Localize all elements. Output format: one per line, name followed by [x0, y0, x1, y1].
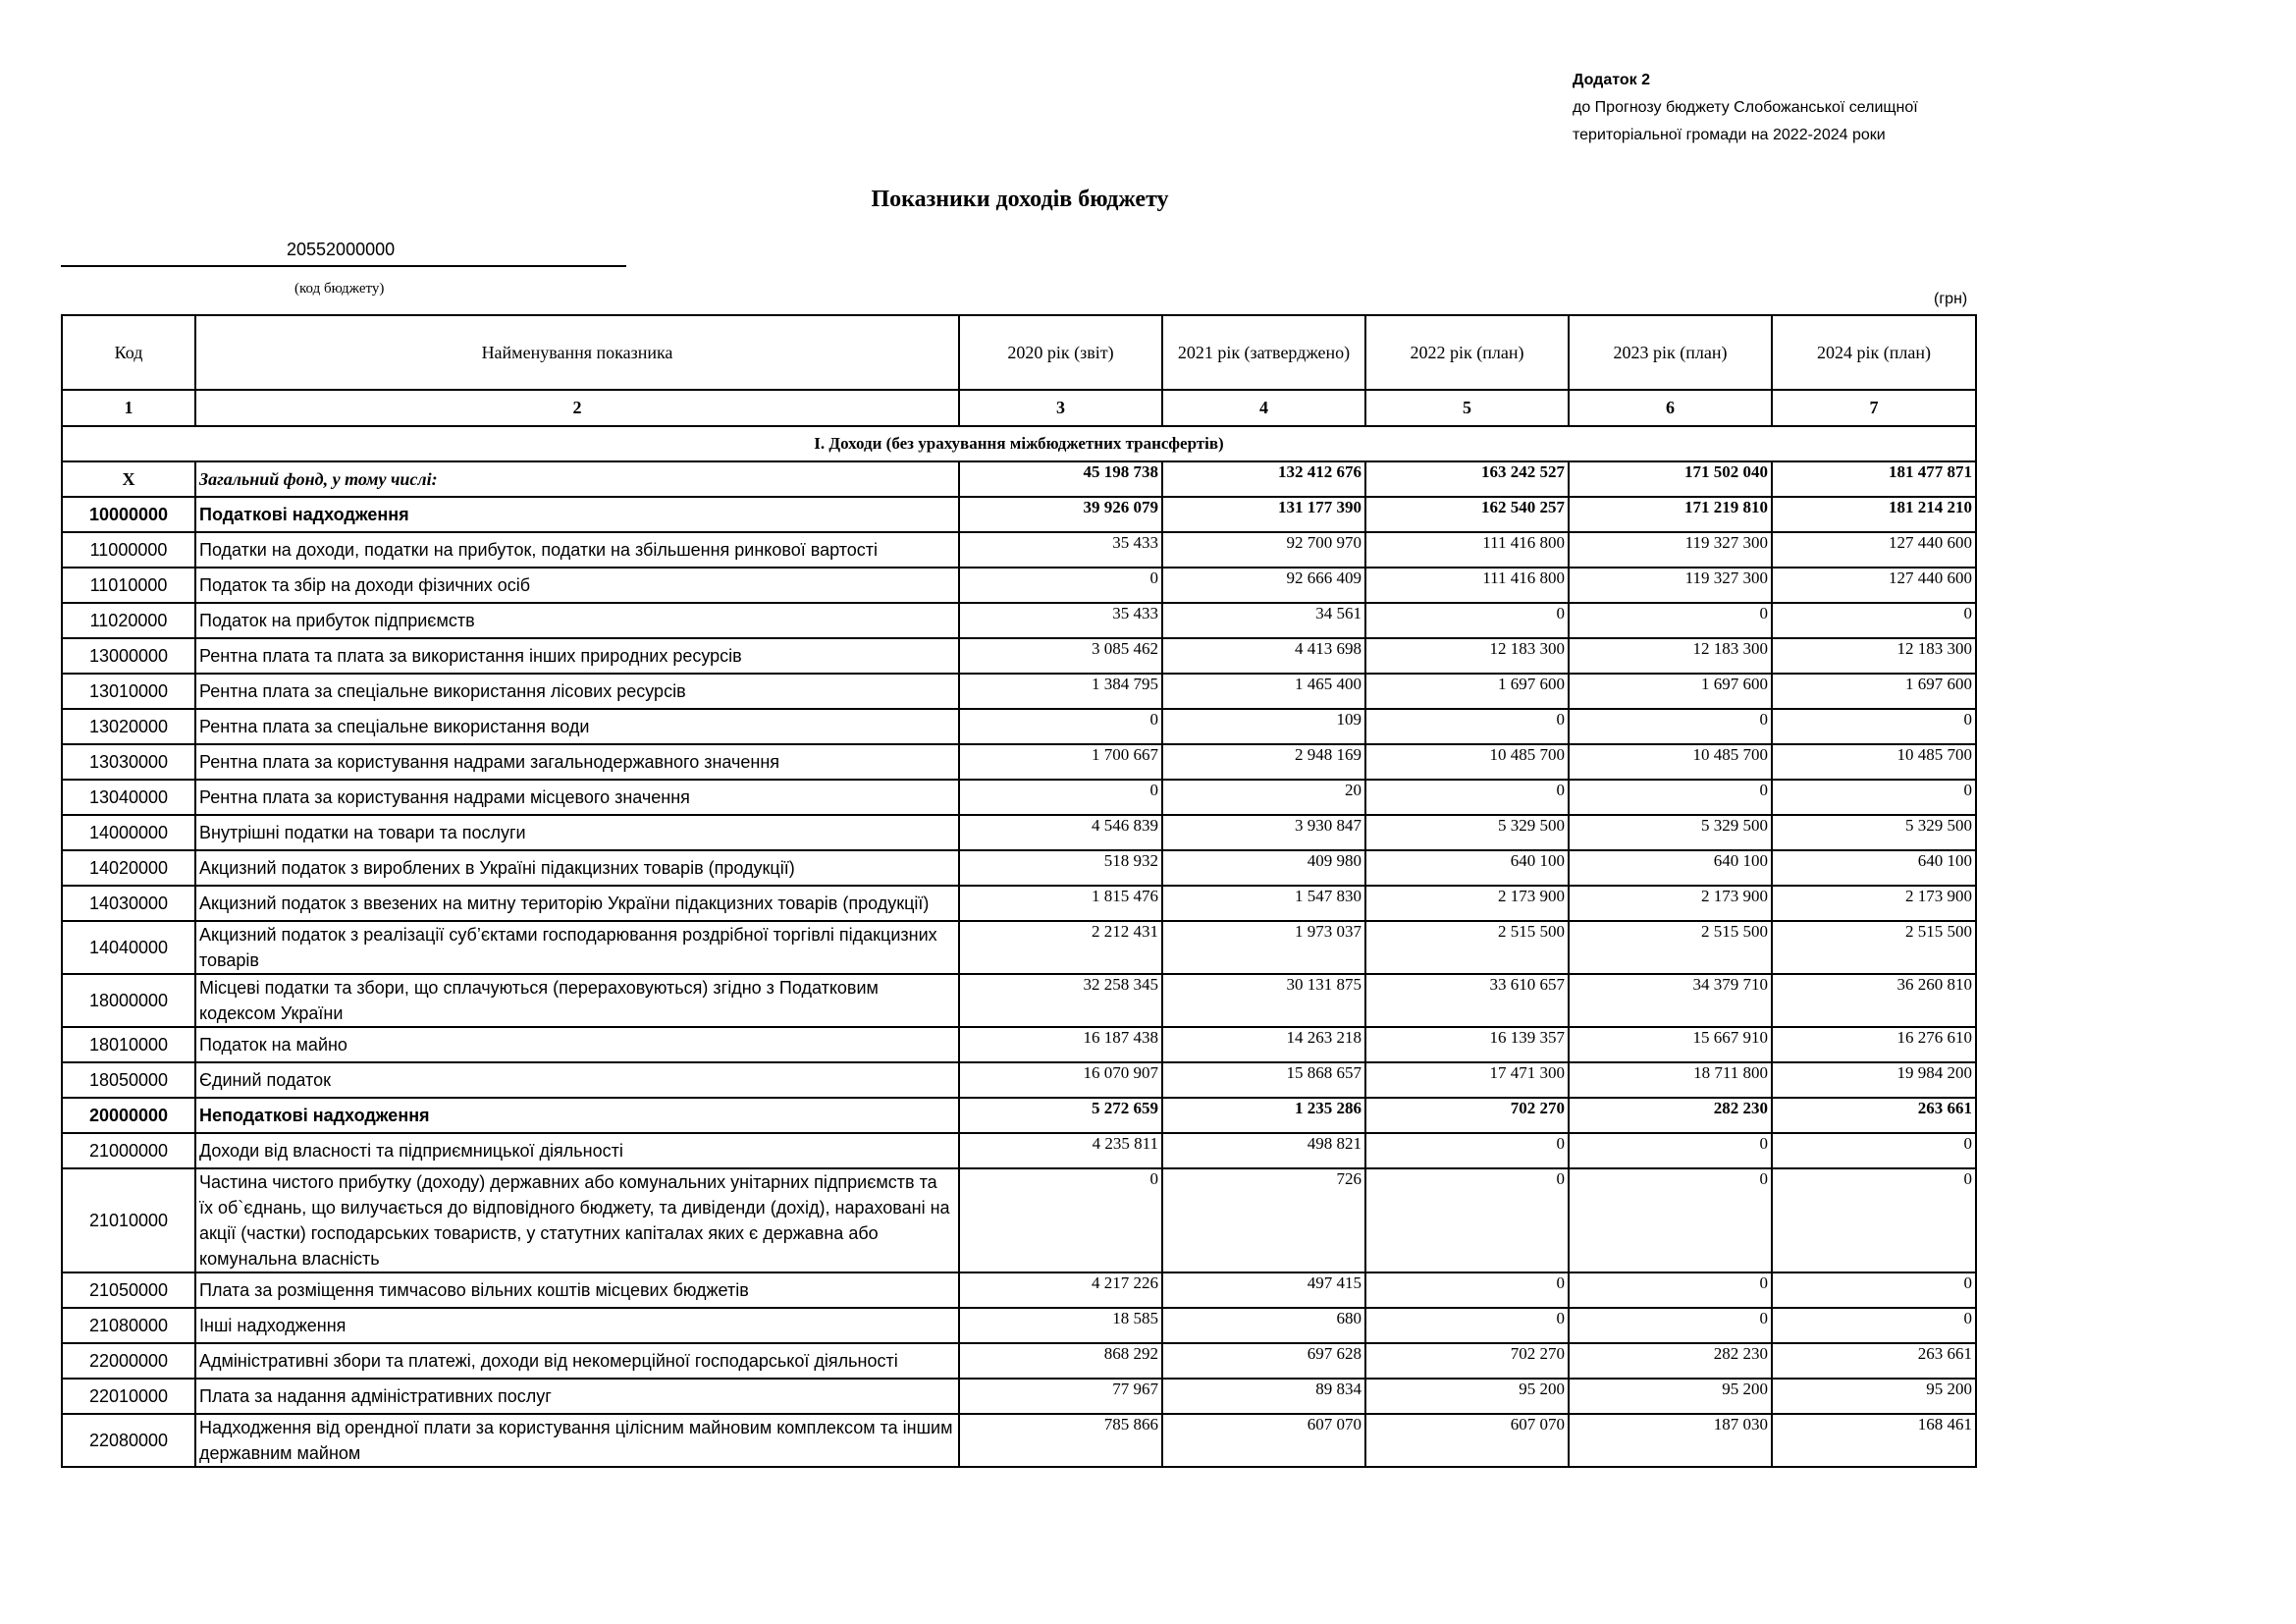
row-value-2021: 607 070: [1162, 1414, 1365, 1467]
row-value-2023: 0: [1569, 1133, 1772, 1168]
row-value-2021: 697 628: [1162, 1343, 1365, 1379]
appendix-line-2: територіальної громади на 2022-2024 роки: [1573, 127, 1886, 143]
appendix-line-1: до Прогнозу бюджету Слобожанської селищної: [1573, 99, 1918, 116]
row-value-2024: 181 214 210: [1772, 497, 1976, 532]
table-row: [62, 780, 1976, 815]
row-value-2021: 409 980: [1162, 850, 1365, 886]
table-row: [62, 568, 1976, 603]
row-value-2022: 0: [1365, 780, 1569, 815]
row-value-2020: 0: [959, 568, 1162, 603]
table-body: [62, 461, 1976, 1467]
row-value-2020: 0: [959, 780, 1162, 815]
row-code: 14020000: [62, 850, 195, 886]
row-name: Рентна плата за користування надрами загальнодержавного значення: [195, 744, 959, 780]
row-value-2020: 0: [959, 709, 1162, 744]
row-value-2023: 171 502 040: [1569, 461, 1772, 497]
row-value-2022: 5 329 500: [1365, 815, 1569, 850]
row-value-2020: 45 198 738: [959, 461, 1162, 497]
table-row: [62, 603, 1976, 638]
row-code: 13000000: [62, 638, 195, 674]
row-value-2021: 1 973 037: [1162, 921, 1365, 974]
row-name: Плата за надання адміністративних послуг: [195, 1379, 959, 1414]
row-name: Податкові надходження: [195, 497, 959, 532]
row-code: 10000000: [62, 497, 195, 532]
column-number: 4: [1162, 390, 1365, 426]
row-value-2020: 2 212 431: [959, 921, 1162, 974]
section-row: [62, 426, 1976, 461]
table-row: [62, 1414, 1976, 1467]
row-value-2024: 16 276 610: [1772, 1027, 1976, 1062]
row-code: 13040000: [62, 780, 195, 815]
row-value-2020: 16 187 438: [959, 1027, 1162, 1062]
table-row: [62, 1062, 1976, 1098]
row-name: Акцизний податок з вироблених в Україні підакцизних товарів (продукції): [195, 850, 959, 886]
row-name: Податок на прибуток підприємств: [195, 603, 959, 638]
row-value-2020: 4 217 226: [959, 1272, 1162, 1308]
row-code: 13020000: [62, 709, 195, 744]
row-code: X: [62, 461, 195, 497]
row-value-2021: 3 930 847: [1162, 815, 1365, 850]
row-code: 22000000: [62, 1343, 195, 1379]
row-value-2021: 497 415: [1162, 1272, 1365, 1308]
row-code: 11000000: [62, 532, 195, 568]
row-value-2022: 10 485 700: [1365, 744, 1569, 780]
row-value-2020: 785 866: [959, 1414, 1162, 1467]
row-value-2024: 127 440 600: [1772, 532, 1976, 568]
row-value-2022: 111 416 800: [1365, 532, 1569, 568]
column-number: 2: [195, 390, 959, 426]
row-code: 21080000: [62, 1308, 195, 1343]
row-value-2024: 2 515 500: [1772, 921, 1976, 974]
row-value-2020: 18 585: [959, 1308, 1162, 1343]
row-code: 13030000: [62, 744, 195, 780]
row-value-2024: 10 485 700: [1772, 744, 1976, 780]
row-value-2021: 726: [1162, 1168, 1365, 1272]
table-row: [62, 638, 1976, 674]
row-value-2024: 0: [1772, 1272, 1976, 1308]
table-row: [62, 674, 1976, 709]
row-value-2022: 607 070: [1365, 1414, 1569, 1467]
table-row: [62, 1272, 1976, 1308]
row-value-2024: 95 200: [1772, 1379, 1976, 1414]
row-value-2021: 1 547 830: [1162, 886, 1365, 921]
row-value-2024: 263 661: [1772, 1343, 1976, 1379]
row-value-2023: 0: [1569, 709, 1772, 744]
column-number: 1: [62, 390, 195, 426]
row-name: Акцизний податок з ввезених на митну територію України підакцизних товарів (продукції): [195, 886, 959, 921]
row-name: Доходи від власності та підприємницької діяльності: [195, 1133, 959, 1168]
row-value-2020: 77 967: [959, 1379, 1162, 1414]
table-row: [62, 497, 1976, 532]
row-value-2024: 181 477 871: [1772, 461, 1976, 497]
row-value-2020: 0: [959, 1168, 1162, 1272]
row-name: Надходження від орендної плати за користування цілісним майновим комплексом та іншим державним майном: [195, 1414, 959, 1467]
table-row: [62, 1027, 1976, 1062]
row-value-2023: 15 667 910: [1569, 1027, 1772, 1062]
row-name: Плата за розміщення тимчасово вільних коштів місцевих бюджетів: [195, 1272, 959, 1308]
table-row: [62, 461, 1976, 497]
row-value-2024: 1 697 600: [1772, 674, 1976, 709]
row-value-2022: 33 610 657: [1365, 974, 1569, 1027]
row-name: Інші надходження: [195, 1308, 959, 1343]
row-value-2022: 702 270: [1365, 1343, 1569, 1379]
row-value-2021: 4 413 698: [1162, 638, 1365, 674]
row-value-2023: 10 485 700: [1569, 744, 1772, 780]
row-value-2021: 15 868 657: [1162, 1062, 1365, 1098]
row-value-2024: 127 440 600: [1772, 568, 1976, 603]
row-code: 20000000: [62, 1098, 195, 1133]
row-value-2023: 0: [1569, 1308, 1772, 1343]
row-value-2024: 640 100: [1772, 850, 1976, 886]
row-value-2021: 498 821: [1162, 1133, 1365, 1168]
row-value-2023: 171 219 810: [1569, 497, 1772, 532]
row-code: 18050000: [62, 1062, 195, 1098]
row-value-2021: 30 131 875: [1162, 974, 1365, 1027]
row-value-2020: 1 384 795: [959, 674, 1162, 709]
row-value-2023: 187 030: [1569, 1414, 1772, 1467]
row-code: 11020000: [62, 603, 195, 638]
header-2022: 2022 рік (план): [1365, 315, 1569, 390]
row-name: Рентна плата за спеціальне використання лісових ресурсів: [195, 674, 959, 709]
row-value-2024: 2 173 900: [1772, 886, 1976, 921]
table-row: [62, 850, 1976, 886]
row-value-2023: 18 711 800: [1569, 1062, 1772, 1098]
row-code: 21050000: [62, 1272, 195, 1308]
row-value-2023: 12 183 300: [1569, 638, 1772, 674]
row-value-2022: 2 515 500: [1365, 921, 1569, 974]
row-value-2023: 1 697 600: [1569, 674, 1772, 709]
row-value-2024: 12 183 300: [1772, 638, 1976, 674]
column-number: 3: [959, 390, 1162, 426]
row-name: Податки на доходи, податки на прибуток, податки на збільшення ринкової вартості: [195, 532, 959, 568]
header-code: Код: [62, 315, 195, 390]
row-code: 14030000: [62, 886, 195, 921]
row-value-2022: 702 270: [1365, 1098, 1569, 1133]
row-value-2024: 0: [1772, 780, 1976, 815]
table-row: [62, 1308, 1976, 1343]
budget-code-underline: [61, 265, 626, 267]
row-value-2020: 39 926 079: [959, 497, 1162, 532]
row-value-2023: 282 230: [1569, 1343, 1772, 1379]
row-value-2022: 162 540 257: [1365, 497, 1569, 532]
row-value-2021: 92 700 970: [1162, 532, 1365, 568]
row-value-2021: 680: [1162, 1308, 1365, 1343]
row-name: Адміністративні збори та платежі, доходи від некомерційної господарської діяльності: [195, 1343, 959, 1379]
row-value-2022: 0: [1365, 709, 1569, 744]
row-value-2021: 2 948 169: [1162, 744, 1365, 780]
row-name: Рентна плата за спеціальне використання води: [195, 709, 959, 744]
row-value-2021: 132 412 676: [1162, 461, 1365, 497]
header-name: Найменування показника: [195, 315, 959, 390]
row-value-2020: 868 292: [959, 1343, 1162, 1379]
row-value-2021: 20: [1162, 780, 1365, 815]
row-code: 18000000: [62, 974, 195, 1027]
revenue-table: [61, 314, 1977, 1468]
row-name: Рентна плата за користування надрами місцевого значення: [195, 780, 959, 815]
row-code: 18010000: [62, 1027, 195, 1062]
row-value-2020: 1 815 476: [959, 886, 1162, 921]
row-code: 11010000: [62, 568, 195, 603]
row-value-2024: 0: [1772, 603, 1976, 638]
row-value-2023: 119 327 300: [1569, 532, 1772, 568]
row-name: Податок та збір на доходи фізичних осіб: [195, 568, 959, 603]
currency-unit: (грн): [1934, 291, 1968, 307]
row-value-2020: 35 433: [959, 603, 1162, 638]
row-code: 21000000: [62, 1133, 195, 1168]
row-value-2024: 36 260 810: [1772, 974, 1976, 1027]
row-value-2021: 1 465 400: [1162, 674, 1365, 709]
table-row: [62, 1133, 1976, 1168]
table-row: [62, 532, 1976, 568]
row-value-2022: 111 416 800: [1365, 568, 1569, 603]
row-value-2020: 4 235 811: [959, 1133, 1162, 1168]
row-value-2023: 119 327 300: [1569, 568, 1772, 603]
row-value-2023: 95 200: [1569, 1379, 1772, 1414]
row-value-2021: 34 561: [1162, 603, 1365, 638]
table-row: [62, 815, 1976, 850]
row-value-2022: 640 100: [1365, 850, 1569, 886]
row-value-2021: 89 834: [1162, 1379, 1365, 1414]
row-name: Неподаткові надходження: [195, 1098, 959, 1133]
row-code: 21010000: [62, 1168, 195, 1272]
header-2021: 2021 рік (затверджено): [1162, 315, 1365, 390]
row-value-2022: 0: [1365, 1308, 1569, 1343]
section-title: І. Доходи (без урахування міжбюджетних трансфертів): [62, 426, 1976, 461]
row-code: 14040000: [62, 921, 195, 974]
row-value-2020: 518 932: [959, 850, 1162, 886]
row-value-2023: 0: [1569, 780, 1772, 815]
row-value-2022: 12 183 300: [1365, 638, 1569, 674]
row-value-2023: 0: [1569, 603, 1772, 638]
appendix-number: Додаток 2: [1573, 72, 1650, 88]
row-value-2023: 282 230: [1569, 1098, 1772, 1133]
row-value-2022: 0: [1365, 603, 1569, 638]
row-value-2024: 168 461: [1772, 1414, 1976, 1467]
row-value-2024: 0: [1772, 709, 1976, 744]
row-value-2020: 5 272 659: [959, 1098, 1162, 1133]
row-value-2023: 5 329 500: [1569, 815, 1772, 850]
table-row: [62, 886, 1976, 921]
row-value-2020: 4 546 839: [959, 815, 1162, 850]
column-number: 7: [1772, 390, 1976, 426]
table-row: [62, 1343, 1976, 1379]
row-value-2024: 0: [1772, 1133, 1976, 1168]
row-name: Акцизний податок з реалізації суб’єктами господарювання роздрібної торгівлі підакцизних товарів: [195, 921, 959, 974]
row-value-2024: 263 661: [1772, 1098, 1976, 1133]
row-value-2022: 95 200: [1365, 1379, 1569, 1414]
row-name: Рентна плата та плата за використання інших природних ресурсів: [195, 638, 959, 674]
row-value-2020: 32 258 345: [959, 974, 1162, 1027]
row-code: 22080000: [62, 1414, 195, 1467]
row-value-2024: 0: [1772, 1308, 1976, 1343]
row-code: 22010000: [62, 1379, 195, 1414]
table-row: [62, 1379, 1976, 1414]
header-2024: 2024 рік (план): [1772, 315, 1976, 390]
budget-code-value: 20552000000: [287, 240, 396, 259]
row-value-2024: 19 984 200: [1772, 1062, 1976, 1098]
row-value-2022: 163 242 527: [1365, 461, 1569, 497]
row-value-2022: 1 697 600: [1365, 674, 1569, 709]
row-name: Податок на майно: [195, 1027, 959, 1062]
table-row: [62, 1168, 1976, 1272]
table-row: [62, 921, 1976, 974]
row-value-2021: 92 666 409: [1162, 568, 1365, 603]
table-row: [62, 744, 1976, 780]
row-value-2023: 2 515 500: [1569, 921, 1772, 974]
row-value-2020: 16 070 907: [959, 1062, 1162, 1098]
column-number-row: [62, 390, 1976, 426]
row-value-2020: 1 700 667: [959, 744, 1162, 780]
row-value-2024: 5 329 500: [1772, 815, 1976, 850]
row-value-2023: 640 100: [1569, 850, 1772, 886]
row-value-2021: 109: [1162, 709, 1365, 744]
row-value-2024: 0: [1772, 1168, 1976, 1272]
budget-code-caption: (код бюджету): [294, 281, 385, 297]
row-value-2022: 0: [1365, 1133, 1569, 1168]
row-code: 13010000: [62, 674, 195, 709]
row-value-2023: 0: [1569, 1272, 1772, 1308]
row-value-2021: 1 235 286: [1162, 1098, 1365, 1133]
header-2023: 2023 рік (план): [1569, 315, 1772, 390]
column-number: 5: [1365, 390, 1569, 426]
table-row: [62, 1098, 1976, 1133]
row-name: Частина чистого прибутку (доходу) державних або комунальних унітарних підприємств та їх об`єднань, що вилучається до відповідного бюджету, та дивіденди (дохід), нараховані на акції (частки) господарських товариств, у статутних капіталах яких є державна або комунальна власність: [195, 1168, 959, 1272]
row-name: Загальний фонд, у тому числі:: [195, 461, 959, 497]
row-name: Місцеві податки та збори, що сплачуються (перераховуються) згідно з Податковим кодексом України: [195, 974, 959, 1027]
row-value-2022: 16 139 357: [1365, 1027, 1569, 1062]
row-value-2022: 17 471 300: [1365, 1062, 1569, 1098]
page-title: Показники доходів бюджету: [871, 187, 1169, 212]
row-value-2022: 0: [1365, 1168, 1569, 1272]
table-row: [62, 974, 1976, 1027]
row-value-2023: 34 379 710: [1569, 974, 1772, 1027]
table-header-row: [62, 315, 1976, 390]
row-code: 14000000: [62, 815, 195, 850]
row-value-2020: 35 433: [959, 532, 1162, 568]
row-value-2023: 2 173 900: [1569, 886, 1772, 921]
row-value-2023: 0: [1569, 1168, 1772, 1272]
row-value-2021: 131 177 390: [1162, 497, 1365, 532]
column-number: 6: [1569, 390, 1772, 426]
row-value-2022: 0: [1365, 1272, 1569, 1308]
row-value-2022: 2 173 900: [1365, 886, 1569, 921]
table-row: [62, 709, 1976, 744]
header-2020: 2020 рік (звіт): [959, 315, 1162, 390]
appendix-note: [1573, 67, 2260, 149]
row-name: Єдиний податок: [195, 1062, 959, 1098]
row-value-2021: 14 263 218: [1162, 1027, 1365, 1062]
row-value-2020: 3 085 462: [959, 638, 1162, 674]
row-name: Внутрішні податки на товари та послуги: [195, 815, 959, 850]
